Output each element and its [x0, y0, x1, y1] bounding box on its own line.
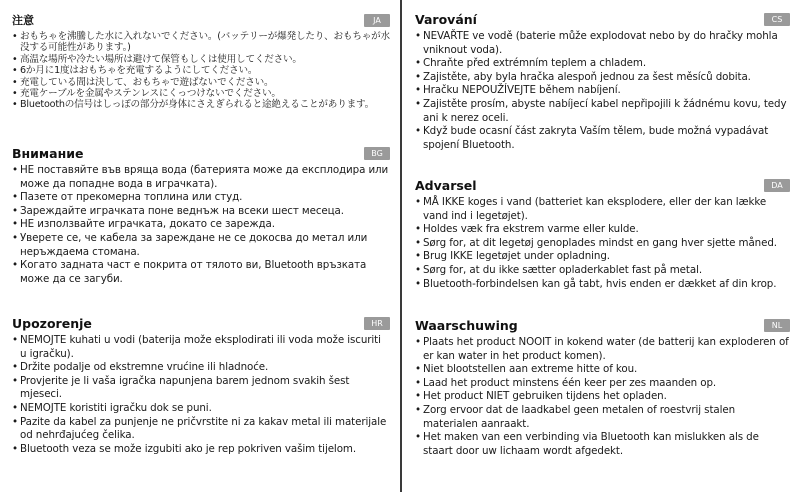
column-divider — [400, 0, 402, 492]
language-badge: BG — [364, 147, 390, 160]
list-item: • NEMOJTE koristiti igračku dok se puni. — [12, 402, 390, 416]
list-item: • NEVAŘTE ve vodě (baterie může explodovat nebo by do hračky mohla vniknout voda). — [415, 30, 790, 57]
section-header — [12, 12, 390, 28]
warning-list — [12, 334, 390, 456]
list-item: • Holdes væk fra ekstrem varme eller kulde. — [415, 223, 790, 237]
section-da — [415, 178, 790, 291]
list-item: • Pazite da kabel za punjenje ne pričvrstite ni za kakav metal ili materijale od nehrđajućeg čelika. — [12, 416, 390, 443]
list-item: • Sørg for, at dit legetøj genoplades mindst en gang hver sjette måned. — [415, 237, 790, 251]
warning-list — [12, 164, 390, 286]
section-header — [415, 318, 790, 333]
section-title: 注意 — [12, 14, 34, 27]
section-header — [12, 316, 390, 331]
section-title: Waarschuwing — [415, 318, 518, 333]
language-badge: HR — [364, 317, 390, 330]
list-item: • Chraňte před extrémním teplem a chladem. — [415, 57, 790, 71]
section-header — [415, 178, 790, 193]
list-item: • Sørg for, at du ikke sætter opladerkablet fast på metal. — [415, 264, 790, 278]
list-item: • Zajistěte, aby byla hračka alespoň jednou za šest měsíců dobita. — [415, 71, 790, 85]
list-item: • Bluetooth-forbindelsen kan gå tabt, hvis enden er dækket af din krop. — [415, 278, 790, 292]
section-bg — [12, 146, 390, 286]
warning-list — [415, 196, 790, 291]
list-item: • Bluetooth veza se može izgubiti ako je rep pokriven vašim tijelom. — [12, 443, 390, 457]
list-item: • 高温な場所や冷たい場所は避けて保管もしくは使用してください。 — [12, 54, 390, 65]
section-nl — [415, 318, 790, 458]
language-badge: DA — [764, 179, 790, 192]
list-item: • Provjerite je li vaša igračka napunjena barem jednom svakih šest mjeseci. — [12, 375, 390, 402]
section-cs — [415, 12, 790, 152]
list-item: • Zajistěte prosím, abyste nabíjecí kabel nepřipojili k žádnému kovu, tedy ani k nerez oceli. — [415, 98, 790, 125]
section-ja — [12, 12, 390, 111]
list-item: • Zorg ervoor dat de laadkabel geen metalen of roestvrij stalen materialen aanraakt. — [415, 404, 790, 431]
list-item: • Bluetoothの信号はしっぽの部分が身体にさえぎられると途絶えることがあります。 — [12, 99, 390, 110]
list-item: • Brug IKKE legetøjet under opladning. — [415, 250, 790, 264]
list-item: • Het maken van een verbinding via Bluetooth kan mislukken als de staart door uw lichaam wordt afgedekt. — [415, 431, 790, 458]
list-item: • MÅ IKKE koges i vand (batteriet kan eksplodere, eller der kan lække vand ind i legetøjet). — [415, 196, 790, 223]
list-item: • NEMOJTE kuhati u vodi (baterija može eksplodirati ili voda može iscuriti u igračku). — [12, 334, 390, 361]
list-item: • Hračku NEPOUŽÍVEJTE během nabíjení. — [415, 84, 790, 98]
list-item: • Držite podalje od ekstremne vrućine ili hladnoće. — [12, 361, 390, 375]
section-hr — [12, 316, 390, 456]
list-item: • НЕ поставяйте във вряща вода (батерията може да експлодира или може да попадне вода в играчката). — [12, 164, 390, 191]
list-item: • 6か月に1度はおもちゃを充電するようにしてください。 — [12, 65, 390, 76]
section-title: Внимание — [12, 146, 84, 161]
warning-list — [12, 31, 390, 111]
language-badge: JA — [364, 14, 390, 27]
list-item: • おもちゃを沸騰した水に入れないでください。(バッテリーが爆発したり、おもちゃが水没する可能性があります。) — [12, 31, 390, 54]
section-title: Varování — [415, 12, 477, 27]
section-title: Advarsel — [415, 178, 477, 193]
list-item: • Niet blootstellen aan extreme hitte of kou. — [415, 363, 790, 377]
list-item: • Пазете от прекомерна топлина или студ. — [12, 191, 390, 205]
list-item: • 充電している間は決して、おもちゃで遊ばないでください。 — [12, 77, 390, 88]
list-item: • 充電ケーブルを金属やステンレスにくっつけないでください。 — [12, 88, 390, 99]
list-item: • Het product NIET gebruiken tijdens het opladen. — [415, 390, 790, 404]
list-item: • Зареждайте играчката поне веднъж на всеки шест месеца. — [12, 205, 390, 219]
warning-list — [415, 336, 790, 458]
right-column — [403, 0, 800, 492]
section-title: Upozorenje — [12, 316, 92, 331]
section-header — [415, 12, 790, 27]
list-item: • Уверете се, че кабела за зареждане не се докосва до метал или неръждаема стомана. — [12, 232, 390, 259]
warning-list — [415, 30, 790, 152]
list-item: • Когато задната част е покрита от тялото ви, Bluetooth връзката може да се загуби. — [12, 259, 390, 286]
list-item: • НЕ използвайте играчката, докато се зарежда. — [12, 218, 390, 232]
list-item: • Plaats het product NOOIT in kokend water (de batterij kan exploderen of er kan water in het product komen). — [415, 336, 790, 363]
language-badge: CS — [764, 13, 790, 26]
language-badge: NL — [764, 319, 790, 332]
list-item: • Laad het product minstens één keer per zes maanden op. — [415, 377, 790, 391]
list-item: • Když bude ocasní část zakryta Vaším tělem, bude možná vypadávat spojení Bluetooth. — [415, 125, 790, 152]
section-header — [12, 146, 390, 161]
